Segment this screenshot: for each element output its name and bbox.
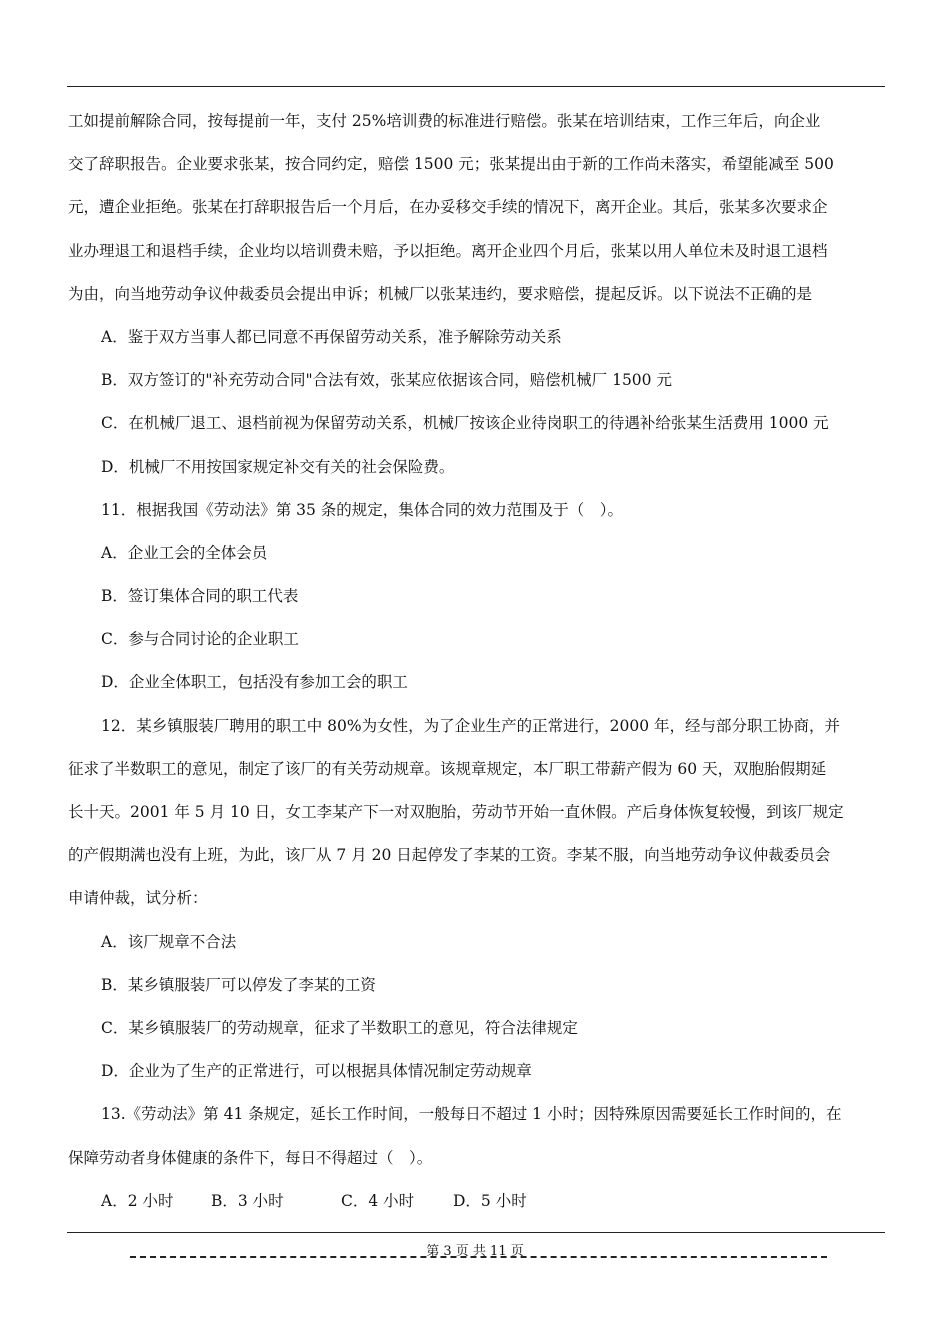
text-line: 的产假期满也没有上班，为此，该厂从 7 月 20 日起停发了李某的工资。李某不服，向当地劳动争议仲裁委员会 bbox=[68, 846, 831, 865]
q13-option-d: D．5 小时 bbox=[453, 1191, 527, 1210]
option-line: D．机械厂不用按国家规定补交有关的社会保险费。 bbox=[101, 457, 455, 476]
q13-options bbox=[68, 1180, 886, 1223]
text-line: 业办理退工和退档手续，企业均以培训费未赔，予以拒绝。离开企业四个月后，张某以用人单位未及时退工退档 bbox=[68, 241, 828, 260]
option-line: D．企业为了生产的正常进行，可以根据具体情况制定劳动规章 bbox=[101, 1062, 532, 1081]
text-line: 交了辞职报告。企业要求张某，按合同约定，赔偿 1500 元；张某提出由于新的工作尚未落实，希望能减至 500 bbox=[68, 155, 834, 174]
option-line: A．企业工会的全体会员 bbox=[101, 543, 268, 562]
option-line: C．在机械厂退工、退档前视为保留劳动关系，机械厂按该企业待岗职工的待遇补给张某生活费用 1000 元 bbox=[101, 414, 829, 433]
header-rule bbox=[67, 86, 885, 87]
text-line: 征求了半数职工的意见，制定了该厂的有关劳动规章。该规章规定，本厂职工带薪产假为 60 天，双胞胎假期延 bbox=[68, 759, 827, 778]
question-11: 11．根据我国《劳动法》第 35 条的规定，集体合同的效力范围及于（ ）。 bbox=[101, 500, 624, 519]
text-line: 长十天。2001 年 5 月 10 日，女工李某产下一对双胞胎，劳动节开始一直休假。产后身体恢复较慢，到该厂规定 bbox=[68, 803, 844, 821]
q13-option-c: C．4 小时 bbox=[341, 1191, 415, 1210]
option-line: D．企业全体职工，包括没有参加工会的职工 bbox=[101, 673, 408, 692]
page-body bbox=[68, 100, 886, 1223]
question-12: 12．某乡镇服装厂聘用的职工中 80%为女性，为了企业生产的正常进行，2000 年，经与部分职工协商，并 bbox=[101, 716, 840, 735]
option-line: C．某乡镇服装厂的劳动规章，征求了半数职工的意见，符合法律规定 bbox=[101, 1018, 578, 1037]
page-number: 第 3 页 共 11 页 bbox=[426, 1244, 524, 1259]
dashed-divider bbox=[130, 1256, 827, 1258]
option-line: C．参与合同讨论的企业职工 bbox=[101, 630, 299, 649]
text-line: 保障劳动者身体健康的条件下，每日不得超过（ ）。 bbox=[68, 1148, 433, 1167]
option-line: B．双方签订的"补充劳动合同"合法有效，张某应依据该合同，赔偿机械厂 1500 元 bbox=[101, 371, 672, 390]
option-line: B．某乡镇服装厂可以停发了李某的工资 bbox=[101, 975, 376, 994]
question-13: 13.《劳动法》第 41 条规定，延长工作时间，一般每日不超过 1 小时；因特殊原因需要延长工作时间的，在 bbox=[101, 1105, 842, 1124]
option-line: A．该厂规章不合法 bbox=[101, 932, 237, 951]
option-line: B．签订集体合同的职工代表 bbox=[101, 587, 299, 606]
option-line: A．鉴于双方当事人都已同意不再保留劳动关系，准予解除劳动关系 bbox=[101, 327, 562, 346]
text-line: 申请仲裁，试分析： bbox=[68, 889, 208, 908]
text-line: 为由，向当地劳动争议仲裁委员会提出申诉；机械厂以张某违约，要求赔偿，提起反诉。以下说法不正确的是 bbox=[68, 284, 813, 303]
q13-option-b: B．3 小时 bbox=[211, 1191, 284, 1210]
footer-rule bbox=[67, 1232, 885, 1233]
text-line: 元，遭企业拒绝。张某在打辞职报告后一个月后，在办妥移交手续的情况下，离开企业。其后，张某多次要求企 bbox=[68, 198, 828, 217]
q13-option-a: A．2 小时 bbox=[101, 1191, 174, 1210]
text-line: 工如提前解除合同，按每提前一年，支付 25%培训费的标准进行赔偿。张某在培训结束，工作三年后，向企业 bbox=[68, 112, 821, 130]
